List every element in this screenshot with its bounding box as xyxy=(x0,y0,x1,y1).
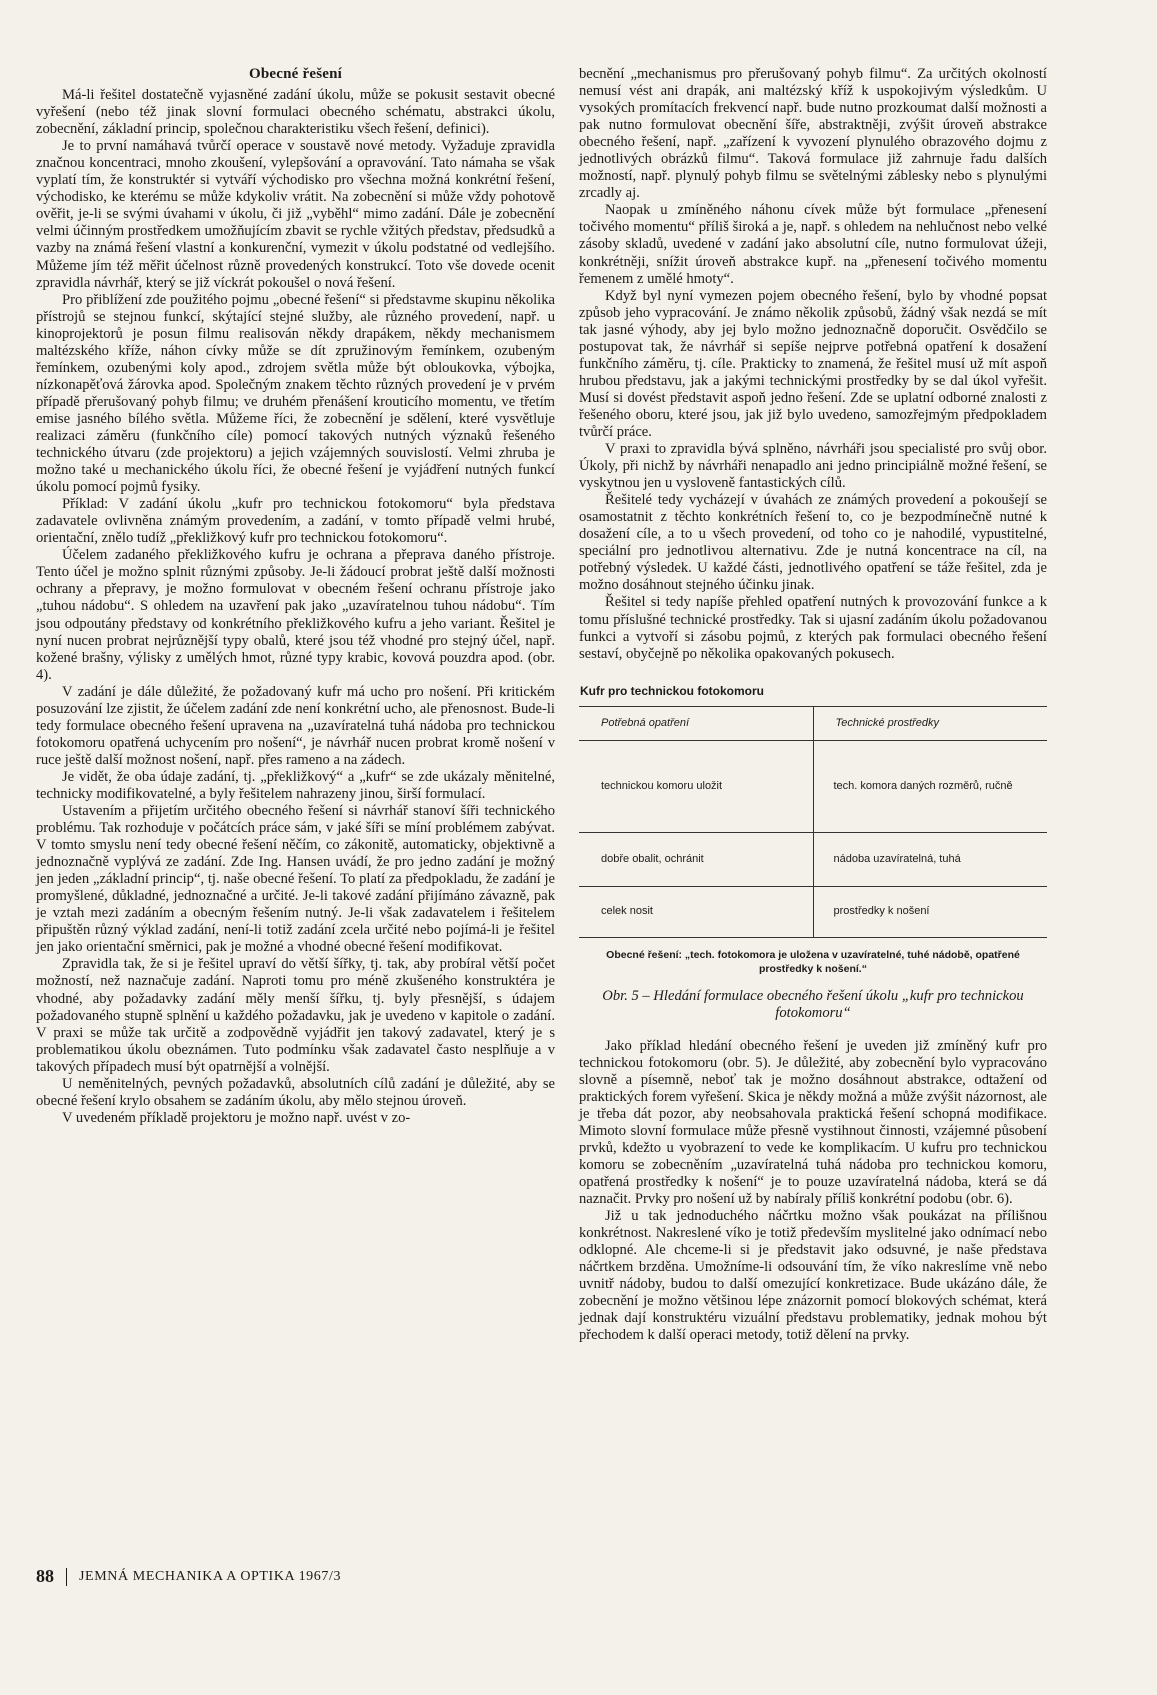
paragraph: Jako příklad hledání obecného řešení je uveden již zmíněný kufr pro technickou fotokomoru (obr. 5). Je důležité, aby zobecnění bylo vypracováno slovně a písemně, neboť tak je možno dosáhnout abstrakce, odtažení od praktických forem vyřešení. Skica je někdy možná a může zvýšit názornost, ale je třeba dát pozor, aby neobsahovala praktická řešení schopná modifikace. Mimoto slovní formulace může přesně vystihnout činnosti, vzájemné působení prvků, kdežto u vyobrazení to vede ke komplikacím. U kufru pro technickou komoru se zobecněním „uzavíratelná tuhá nádoba pro technickou komoru, opatřená prostředky k nošení“ je to pouze uzavíratelná nádoba, která se dá naznačit. Prvky pro nošení už by nabíraly příliš konkrétní podobu (obr. 6). xyxy=(579,1037,1047,1208)
right-column xyxy=(579,66,1047,1345)
page-number: 88 xyxy=(36,1566,54,1586)
table-header-cell: Technické prostředky xyxy=(813,706,1047,740)
paragraph: Je vidět, že oba údaje zadání, tj. „překližkový“ a „kufr“ se zde ukázaly měnitelné, technicky modifikovatelné, a byly řešitelem nahrazeny jinou, širší formulací. xyxy=(36,768,555,802)
paragraph: Když byl nyní vymezen pojem obecného řešení, bylo by vhodné popsat způsob jeho vypracování. Je známo několik způsobů, žádný však nezdá se mít tak jasné výhody, aby jej bylo možno jednoznačně doporučit. Osvědčilo se postupovat tak, že návrhář si sepíše nejprve potřebná opatření k dosažení funkčního záměru, tj. cíle. Prakticky to znamená, že řešitel musí už mít aspoň hrubou představu, jak a jakými technickými prostředky by se dal úkol vyřešit. Musí si dovést představit aspoň jedno řešení. Zde se uplatní odborné znalosti z řešeného oboru, které jsou, jak již bylo uvedeno, samozřejmým předpokladem tvůrčí práce. xyxy=(579,287,1047,440)
paragraph: V uvedeném příkladě projektoru je možno např. uvést v zo- xyxy=(62,1109,411,1126)
paragraph: Účelem zadaného překližkového kufru je ochrana a přeprava daného přístroje. Tento účel je možno splnit různými způsoby. Je-li žádoucí probrat ještě další možnosti ochrany a přepravy, je možno formulovat v obecném řešení ochranu přístroje jako „tuhou nádobu“. S ohledem na uzavření pak jako „uzavíratelnou tuhou nádobu“. Tím jsou odpoutány představy od konkrétního překližkového kufru a jeho variant. Řešitel je nyní nucen probrat nejrůznější typy obalů, které jsou též vhodné pro stejný účel, např. kožené brašny, výlisky z umělých hmot, různé typy krabic, kovová pouzdra apod. (obr. 4). xyxy=(36,547,555,683)
paragraph: Řešitel si tedy napíše přehled opatření nutných k provozování funkce a k tomu příslušné technické prostředky. Tak si ujasní zadáním úkolu požadovanou funkci a vytvoří si zásobu pojmů, z kterých pak formulaci obecného řešení sestaví, obyčejně po několika opakovaných pokusech. xyxy=(579,594,1047,662)
footer-divider xyxy=(66,1568,67,1586)
paragraph: Řešitelé tedy vycházejí v úvahách ze známých provedení a pokoušejí se osamostatnit z těchto konkrétních řešení to, co je bezpodmínečně nutné k dosažení cíle, a to u všech provedení, od toho co je nahodilé, vypustitelné, speciální pro jednotlivou alternativu. Zde je nutná koncentrace na cíl, na potřebný výsledek. U každé části, jednotlivého opatření se táže řešitel, zda je možno dosáhnout stejného účinku jinak. xyxy=(579,492,1047,594)
table-cell: prostředky k nošení xyxy=(813,886,1047,937)
paragraph: Příklad: V zadání úkolu „kufr pro technickou fotokomoru“ byla představa zadavatele ovlivněna známým provedením, a zadání, v tomto případě velmi hrubé, orientační, znělo tudíž „překližkový kufr pro technickou fotokomoru“. xyxy=(36,496,555,547)
page-footer xyxy=(36,1566,341,1587)
paragraph: Pro přiblížení zde použitého pojmu „obecné řešení“ si představme skupinu několika přístrojů se stejnou funkcí, skýtající stejné služby, ale různého provedení, např. u kinoprojektorů je posun filmu realisován někdy drapákem, někdy mechanismem maltézského kříže, náhon cívky může se dít zpružinovým řemínkem, ozubeným řemínkem, ozubenými koly apod., zdrojem světla může být obloukovka, výbojka, nízkonapěťová žárovka apod. Společným znakem těchto různých provedení je v prvém případě přerušovaný pohyb filmu; ve druhém přenášení krouticího momentu, ve třetím emise jasného bílého světla. Můžeme říci, že zobecnění je sdělení, které vysvětluje realizaci záměru (funkčního cíle) pomocí takových nutných význaků řešeného technického útvaru (zde projektoru) a jejich vzájemných souvislostí. Velmi zhruba je možno také u mechanického úkolu říci, že obecné řešení je vyjádření nutných funkcí úkolu pomocí pojmů fysiky. xyxy=(36,291,555,496)
left-column xyxy=(36,66,555,1127)
table-row xyxy=(579,832,1047,886)
table-cell: technickou komoru uložit xyxy=(579,740,813,832)
journal-name: JEMNÁ MECHANIKA A OPTIKA 1967/3 xyxy=(79,1568,342,1584)
paragraph: Již u tak jednoduchého náčrtku možno však poukázat na přílišnou konkrétnost. Nakreslené víko je totiž především myslitelné jako odnímací nebo odklopné. Ale chceme-li si je představit jako odsuvné, je naše představa náčrtkem brzděna. Umožníme-li odsouvání tím, že víko nakreslíme vně nebo uvnitř nádoby, budou to další omezující konkretizace. Bude ukázáno dále, že zobecnění je možno většinou lépe znázornit pomocí blokových schémat, která jednak dají konstruktéru vizuální představu problematiky, jednak mohou být přechodem k další operaci metody, totiž dělení na prvky. xyxy=(579,1208,1047,1344)
table-cell: nádoba uzavíratelná, tuhá xyxy=(813,832,1047,886)
table-cell: tech. komora daných rozměrů, ručně xyxy=(813,740,1047,832)
table-header-cell: Potřebná opatření xyxy=(579,706,813,740)
paragraph: U neměnitelných, pevných požadavků, absolutních cílů zadání je důležité, aby se obecné řešení krylo obsahem se zadáním úkolu, aby mělo stejnou úroveň. xyxy=(36,1075,555,1109)
paragraph: Zpravidla tak, že si je řešitel upraví do větší šířky, tj. tak, aby probíral větší počet možností, než naznačuje zadání. Naproti tomu pro méně zkušeného konstruktéra je vhodné, aby požadavky zadání měly menší šířku, tj. byly přesnější, s údajem požadovaného stupně splnění u každého požadavku, jak je uvedeno v kapitole o zadání. V praxi se může tak určitě a zodpovědně vyjádřit jen takový zadavatel, který je s problematikou úkolu obeznámen. Tuto podmínku však zadavatel často nesplňuje a v takových případech musí být opatrnější a volnější. xyxy=(36,956,555,1075)
paragraph: Naopak u zmíněného náhonu cívek může být formulace „přenesení točivého momentu“ příliš široká a je, např. s ohledem na nehlučnost nebo velké zásoby skladů, uvedené v zadání jako absolutní cíle, nutno formulovat úžeji, konkrétněji, snížit úroveň abstrakce kupř. na „přenesení točivého momentu řemenem z umělé hmoty“. xyxy=(579,202,1047,287)
table-title: Kufr pro technickou fotokomoru xyxy=(580,683,764,698)
table-note: Obecné řešení: „tech. fotokomora je uložena v uzavíratelné, tuhé nádobě, opatřené prostředky k nošení.“ xyxy=(606,948,1020,975)
table-row xyxy=(579,886,1047,937)
figure-caption: Obr. 5 – Hledání formulace obecného řešení úkolu „kufr pro technickou fotokomoru“ xyxy=(602,987,1024,1021)
paragraph: Má-li řešitel dostatečně vyjasněné zadání úkolu, může se pokusit sestavit obecné vyřešení (nebo též jinak slovní formulaci obecného schématu, abstrakci úkolu, zobecnění, základní princip, společnou charakteristiku všech řešení, definici). xyxy=(36,87,555,138)
paragraph: becnění „mechanismus pro přerušovaný pohyb filmu“. Za určitých okolností nemusí vést ani drapák, ani maltézský kříž k uspokojivým výsledkům. U vysokých promítacích frekvencí např. bude nutno prozkoumat další možnosti a pak nutno formulovat obecnění šíře, abstraktněji, zvýšit úroveň abstrakce obecného řešení, např. „zařízení k vyvození plynulého obrazového dojmu z jednotlivých obrázků filmu“. Taková formulace již zahrnuje řadu dalších možností, např. plynulý pohyb filmu se světelnými záblesky nebo s plynulými zrcadly aj. xyxy=(579,66,1047,202)
paragraph: V praxi to zpravidla bývá splněno, návrháři jsou specialisté pro svůj obor. Úkoly, při nichž by návrháři nenapadlo ani jedno principiálně možné řešení, se vyskytnou jen u vysloveně fantastických cílů. xyxy=(579,441,1047,492)
measures-table xyxy=(579,706,1047,938)
table-row xyxy=(579,740,1047,832)
paragraph: Je to první namáhavá tvůrčí operace v soustavě nové metody. Vyžaduje zpravidla značnou koncentraci, mnoho zkoušení, vylepšování a opravování. Tato námaha se však vyplatí tím, že konstruktér si vytváří východisko pro všechna možná konkrétní řešení, východisko, ke kterému se může kdykoliv vrátit. Na zobecnění si může vždy pohotově ověřit, je-li se svými úvahami v úkolu, či již „vyběhl“ mimo zadání. Dále je zobecnění velmi účinným prostředkem umožňujícím zbavit se rychle vžitých představ, předsudků a vazby na známá řešení vlastní a konkurenční, vymezit v úkolu podstatné od vedlejšího. Můžeme jím též měřit účelnost různě provedených konstrukcí. Toto vše dovede ocenit zpravidla návrhář, který se již víckrát pokoušel o nová řešení. xyxy=(36,138,555,291)
table-cell: celek nosit xyxy=(579,886,813,937)
section-title: Obecné řešení xyxy=(249,66,342,82)
paragraph: Ustavením a přijetím určitého obecného řešení si návrhář stanoví šíři technického problému. Tak rozhoduje v počátcích práce sám, v jaké šíři se míní problémem zabývat. V tomto smyslu není tedy obecné řešení něčím, co zákonitě, automaticky, objektivně a jednoznačně vyplývá ze zadání. Zde Ing. Hansen uvádí, že pro jedno zadání je možný jen jeden „základní princip“, tj. naše obecné řešení. To platí za předpokladu, že zadání je promyšlené, důkladné, jednoznačné a určité. Je-li takové zadání přijímáno závazně, pak je vztah mezi zadáním a obecným řešením nutný. Je-li však zadavatelem i řešitelem připuštěn různý výklad zadání, není-li totiž zadání zcela určité nebo pojímá-li je řešitel jen jako orientační směrnici, pak je možné a vhodné obecné řešení modifikovat. xyxy=(36,803,555,956)
table-cell: dobře obalit, ochránit xyxy=(579,832,813,886)
table-header-row xyxy=(579,706,1047,740)
paragraph: V zadání je dále důležité, že požadovaný kufr má ucho pro nošení. Při kritickém posuzování lze zjistit, že účelem zadání zde není konkrétní ucho, ale přenosnost. Bude-li tedy formulace obecného řešení upravena na „uzavíratelná tuhá nádoba pro technickou fotokomoru opatřená uchycením pro nošení“, je návrhář nucen probrat kromě nošení v ruce ještě další možnost nošení, např. přes rameno a na zádech. xyxy=(36,683,555,768)
figure-5 xyxy=(579,683,1047,1022)
